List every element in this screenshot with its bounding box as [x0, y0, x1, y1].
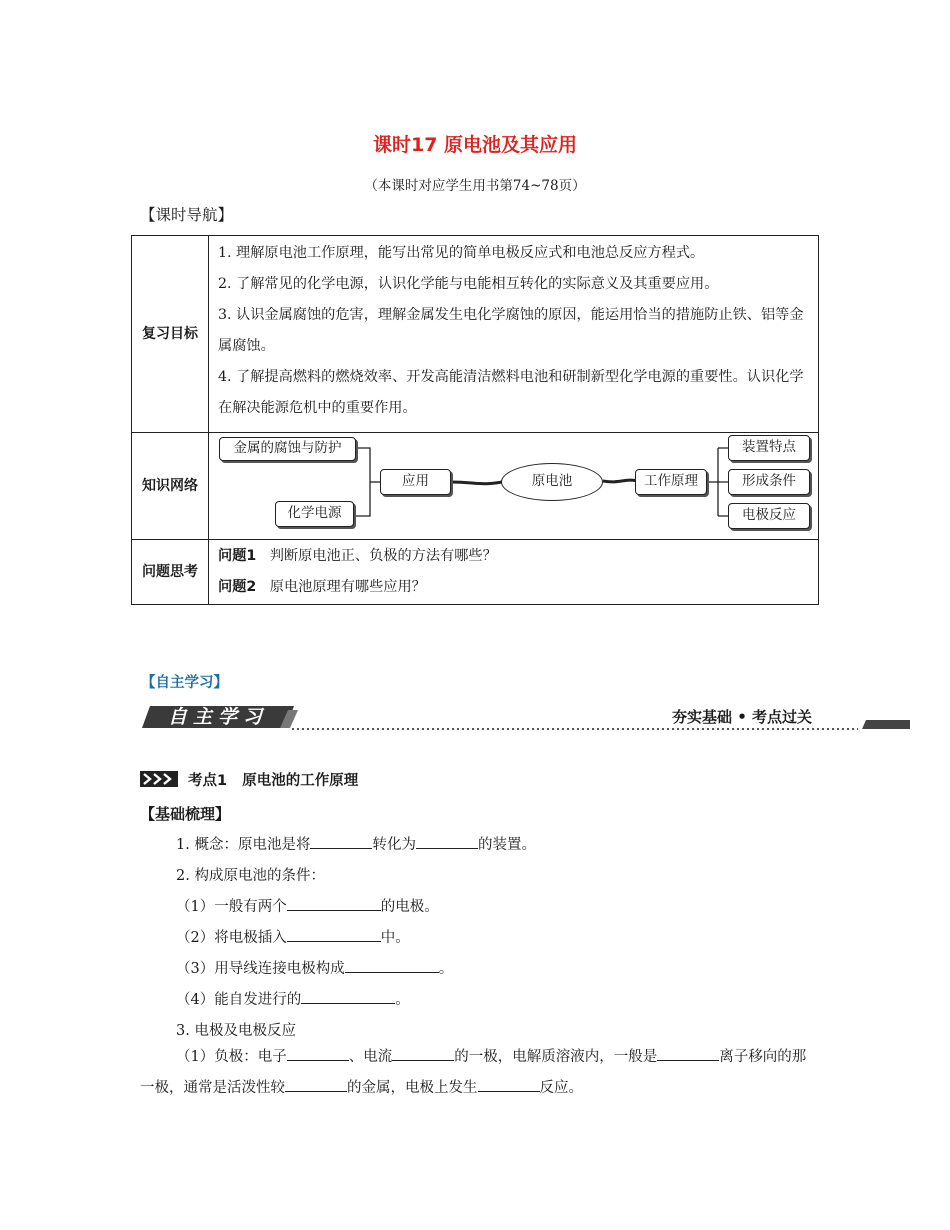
answer-blank[interactable] — [416, 834, 478, 849]
question-item — [209, 541, 818, 572]
goals-row — [132, 236, 819, 433]
nav-heading: 【课时导航】 — [140, 206, 234, 224]
node-application: 应用 — [380, 469, 451, 495]
node-working-principle: 工作原理 — [635, 469, 707, 495]
fill-line-1: 1. 概念：原电池是将 转化为 的装置。 — [176, 833, 536, 854]
kaodian-title: 原电池的工作原理 — [242, 773, 359, 789]
fill-line-2: 2. 构成原电池的条件： — [176, 868, 325, 884]
goal-item: 4. 了解提高燃料的燃烧效率、开发高能清洁燃料电池和研制新型化学电源的重要性。认识化学在解决能源危机中的重要作用。 — [218, 369, 804, 416]
answer-blank[interactable] — [287, 927, 381, 942]
network-row — [132, 433, 819, 540]
answer-blank[interactable] — [301, 989, 395, 1004]
goals-cell — [209, 236, 819, 433]
question-text: 判断原电池正、负极的方法有哪些？ — [269, 548, 497, 564]
node-chemical-power: 化学电源 — [275, 501, 354, 527]
node-electrode-reaction: 电极反应 — [728, 503, 810, 529]
questions-cell — [209, 540, 819, 605]
kaodian-tag: 考点1 — [188, 773, 228, 789]
answer-blank[interactable] — [285, 1077, 347, 1092]
node-device-features: 装置特点 — [728, 435, 810, 461]
page-subtitle: （本课时对应学生用书第74~78页） — [364, 178, 586, 194]
goal-item: 1. 理解原电池工作原理，能写出常见的简单电极反应式和电池总反应方程式。 — [218, 245, 705, 261]
goal-item: 3. 认识金属腐蚀的危害，理解金属发生电化学腐蚀的原因，能运用恰当的措施防止铁、铝等金属腐蚀。 — [218, 307, 804, 354]
answer-blank[interactable] — [345, 958, 439, 973]
answer-blank[interactable] — [478, 1077, 540, 1092]
goals-label: 复习目标 — [132, 236, 209, 433]
fill-line-6: （4）能自发进行的 。 — [176, 988, 410, 1009]
knowledge-map — [210, 434, 817, 538]
question-tag: 问题1 — [218, 548, 257, 564]
banner-right-text: 夯实基础 • 考点过关 — [672, 708, 813, 726]
network-cell — [209, 433, 819, 540]
questions-label: 问题思考 — [132, 540, 209, 605]
answer-blank[interactable] — [310, 834, 372, 849]
kaodian-heading — [140, 769, 358, 791]
banner-title: 自主学习 — [167, 706, 269, 728]
questions-row — [132, 540, 819, 605]
answer-blank[interactable] — [392, 1046, 454, 1061]
page-title: 课时17 原电池及其应用 — [372, 134, 578, 156]
question-tag: 问题2 — [218, 579, 257, 595]
fill-line-3: （1）一般有两个 的电极。 — [176, 895, 439, 916]
answer-blank[interactable] — [287, 1046, 349, 1061]
network-label: 知识网络 — [132, 433, 209, 540]
basic-heading: 【基础梳理】 — [140, 805, 231, 823]
chevron-arrows-icon — [140, 771, 178, 791]
question-item — [209, 572, 818, 603]
fill-line-5: （3）用导线连接电极构成 。 — [176, 957, 453, 978]
goal-item: 2. 了解常见的化学电源，认识化学能与电能相互转化的实际意义及其重要应用。 — [218, 276, 719, 292]
answer-blank[interactable] — [657, 1046, 719, 1061]
overview-table — [131, 235, 819, 605]
section-tag: 【自主学习】 — [141, 675, 228, 691]
node-galvanic-cell: 原电池 — [501, 463, 603, 501]
fill-line-4: （2）将电极插入 中。 — [176, 926, 410, 947]
bracket-left — [356, 448, 370, 516]
node-formation-conditions: 形成条件 — [728, 469, 810, 495]
answer-blank[interactable] — [287, 896, 381, 911]
fill-line-8: （1）负极：电子 、电流 的一极，电解质溶液内，一般是 离子移向的那一极，通常是活泼性较 的金属，电极上发生 反应。 — [140, 1042, 810, 1104]
fill-line-7: 3. 电极及电极反应 — [176, 1023, 296, 1039]
question-text: 原电池原理有哪些应用？ — [269, 579, 426, 595]
node-corrosion: 金属的腐蚀与防护 — [219, 437, 356, 461]
